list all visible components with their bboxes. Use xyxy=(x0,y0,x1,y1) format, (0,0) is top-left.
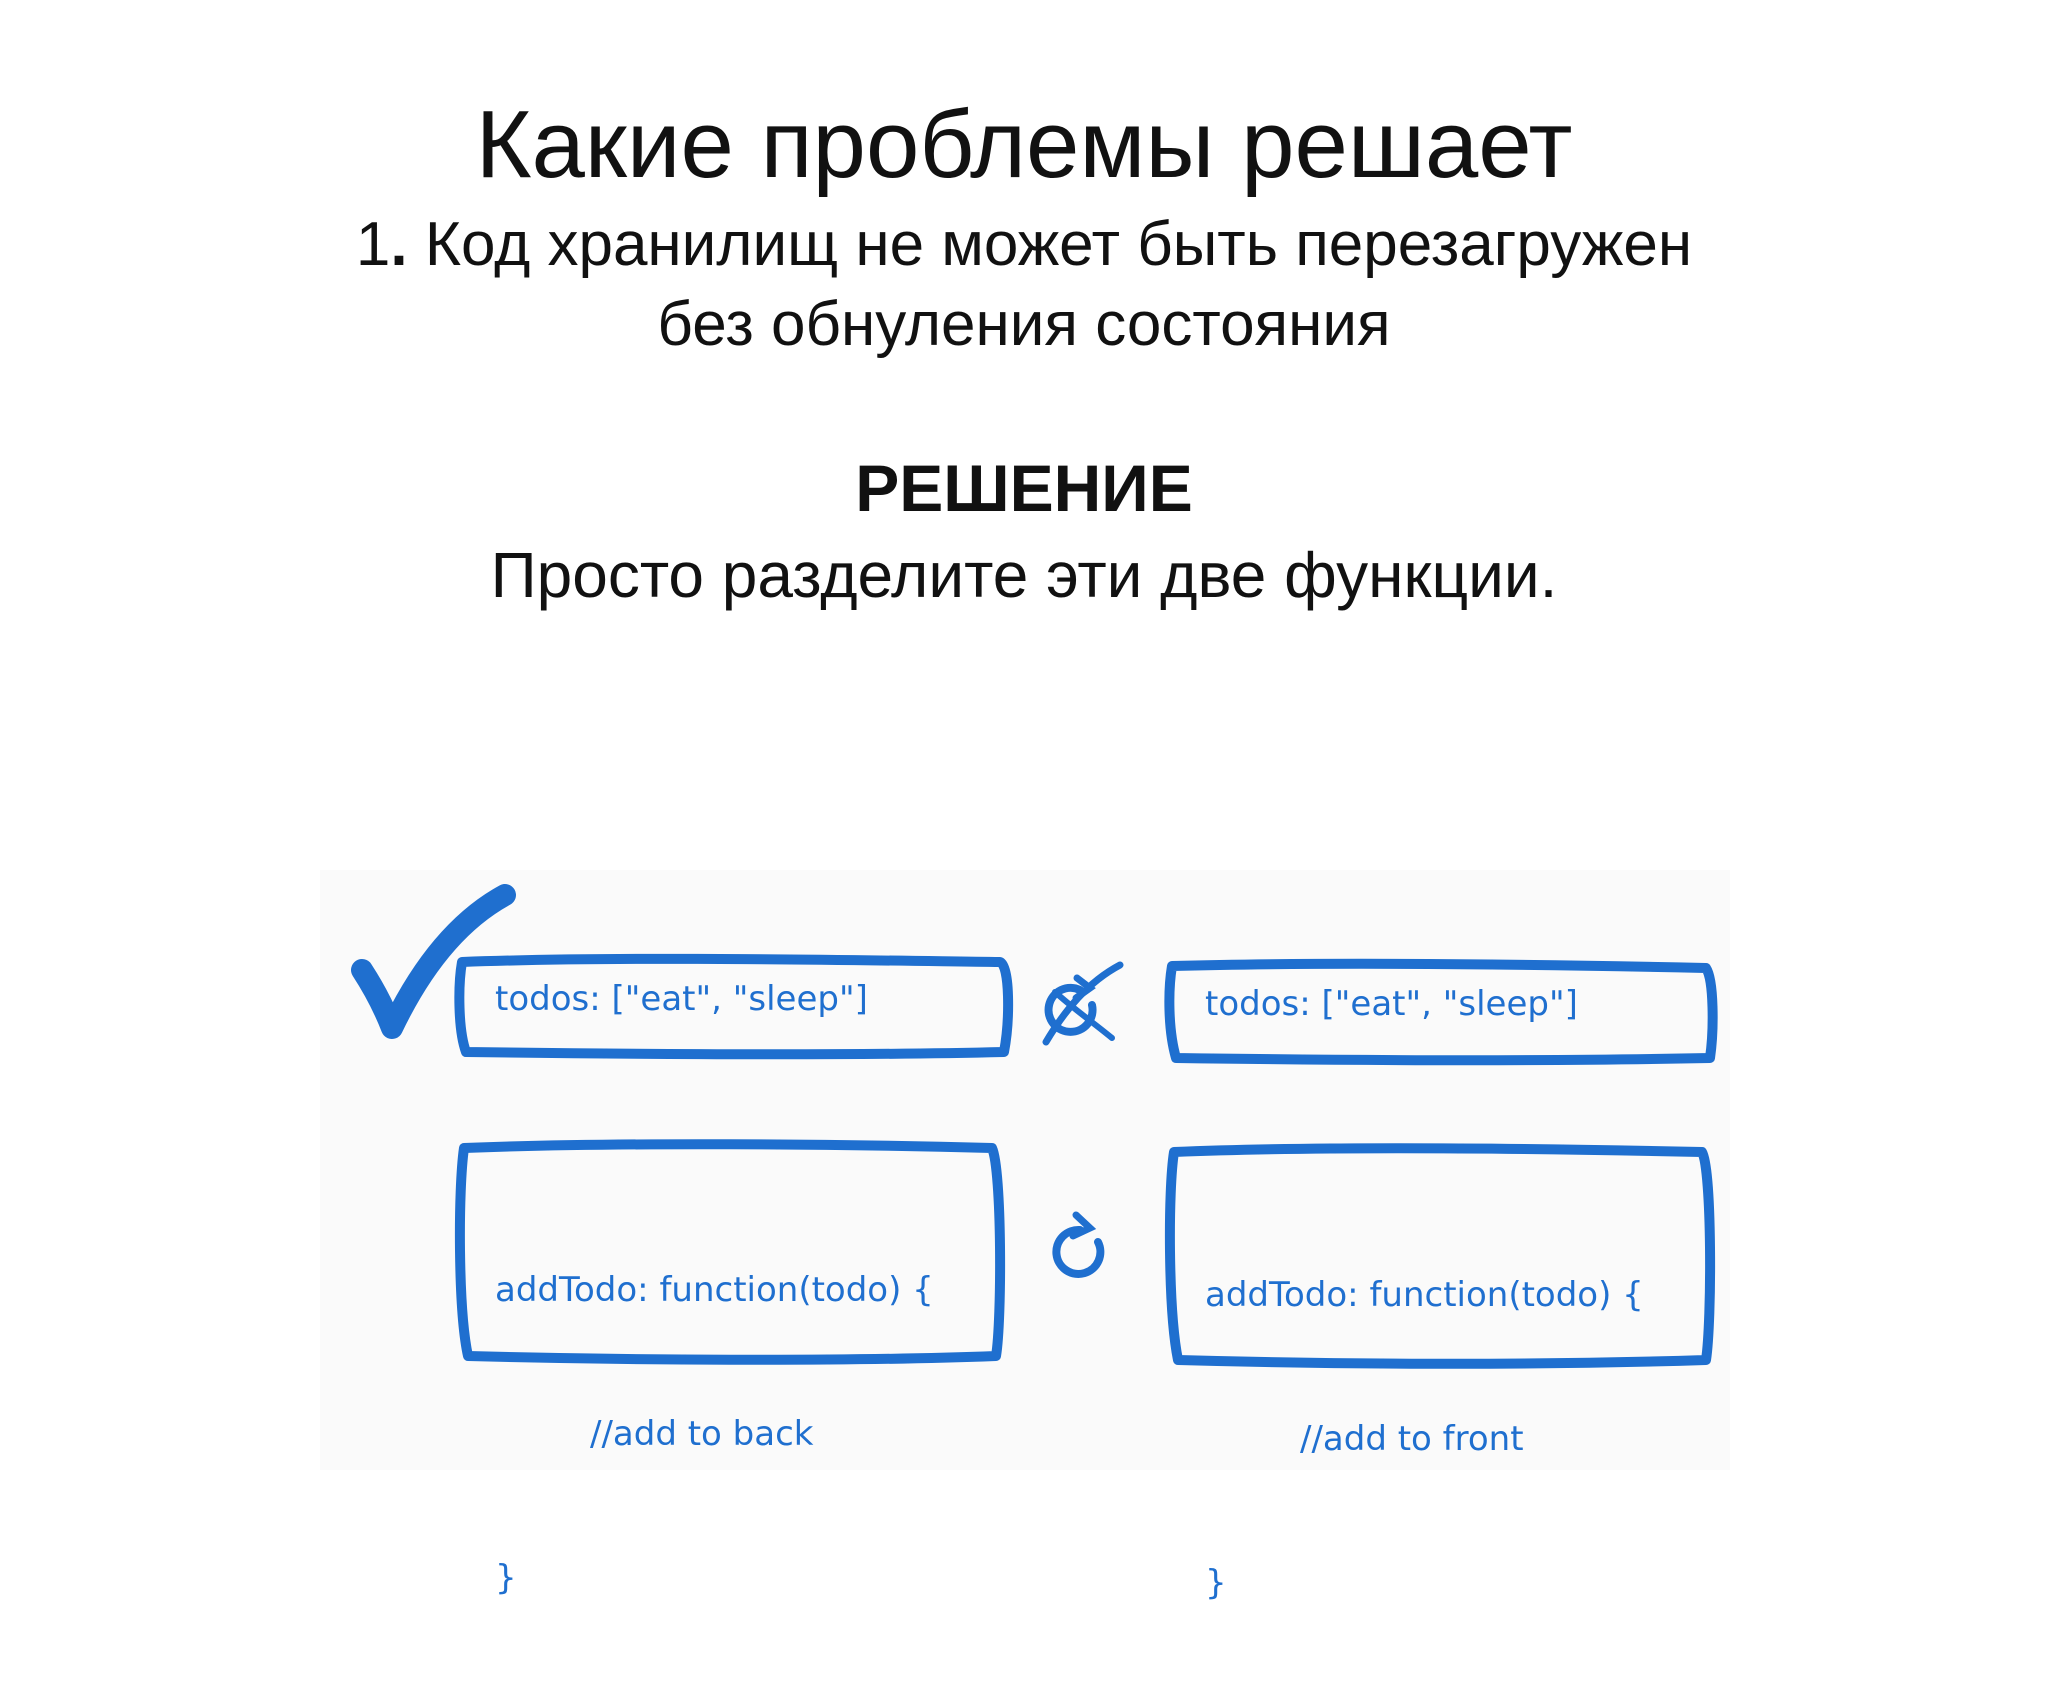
problem-line-2: без обнуления состояния xyxy=(657,290,1391,359)
code-left-line-3: } xyxy=(495,1558,517,1598)
code-right-line-2: //add to front xyxy=(1300,1419,1524,1459)
code-right-line-1: addTodo: function(todo) { xyxy=(1205,1275,1644,1315)
problem-number-dot: . xyxy=(390,210,408,279)
slide-title: Какие проблемы решает xyxy=(475,91,1573,198)
solution-text: Просто разделите эти две функции. xyxy=(490,539,1558,611)
hot-reload-illustration xyxy=(320,870,1730,1603)
solution-heading: РЕШЕНИЕ xyxy=(855,451,1193,525)
problem-number: 1 xyxy=(355,210,391,279)
crossed-reload-icon xyxy=(1046,965,1120,1042)
problem-line-1 xyxy=(0,205,2048,285)
reload-icon xyxy=(1056,1215,1100,1274)
code-right-line-3: } xyxy=(1205,1563,1227,1603)
code-left-line-2: //add to back xyxy=(590,1414,814,1454)
code-box-left-text xyxy=(495,1170,934,1698)
state-box-left-text: todos: ["eat", "sleep"] xyxy=(495,979,868,1019)
state-box-right-text: todos: ["eat", "sleep"] xyxy=(1205,984,1578,1024)
problem-text-1: Код хранилищ не может быть перезагружен xyxy=(407,210,1693,279)
code-left-line-1: addTodo: function(todo) { xyxy=(495,1270,934,1310)
code-box-right-text xyxy=(1205,1175,1644,1703)
